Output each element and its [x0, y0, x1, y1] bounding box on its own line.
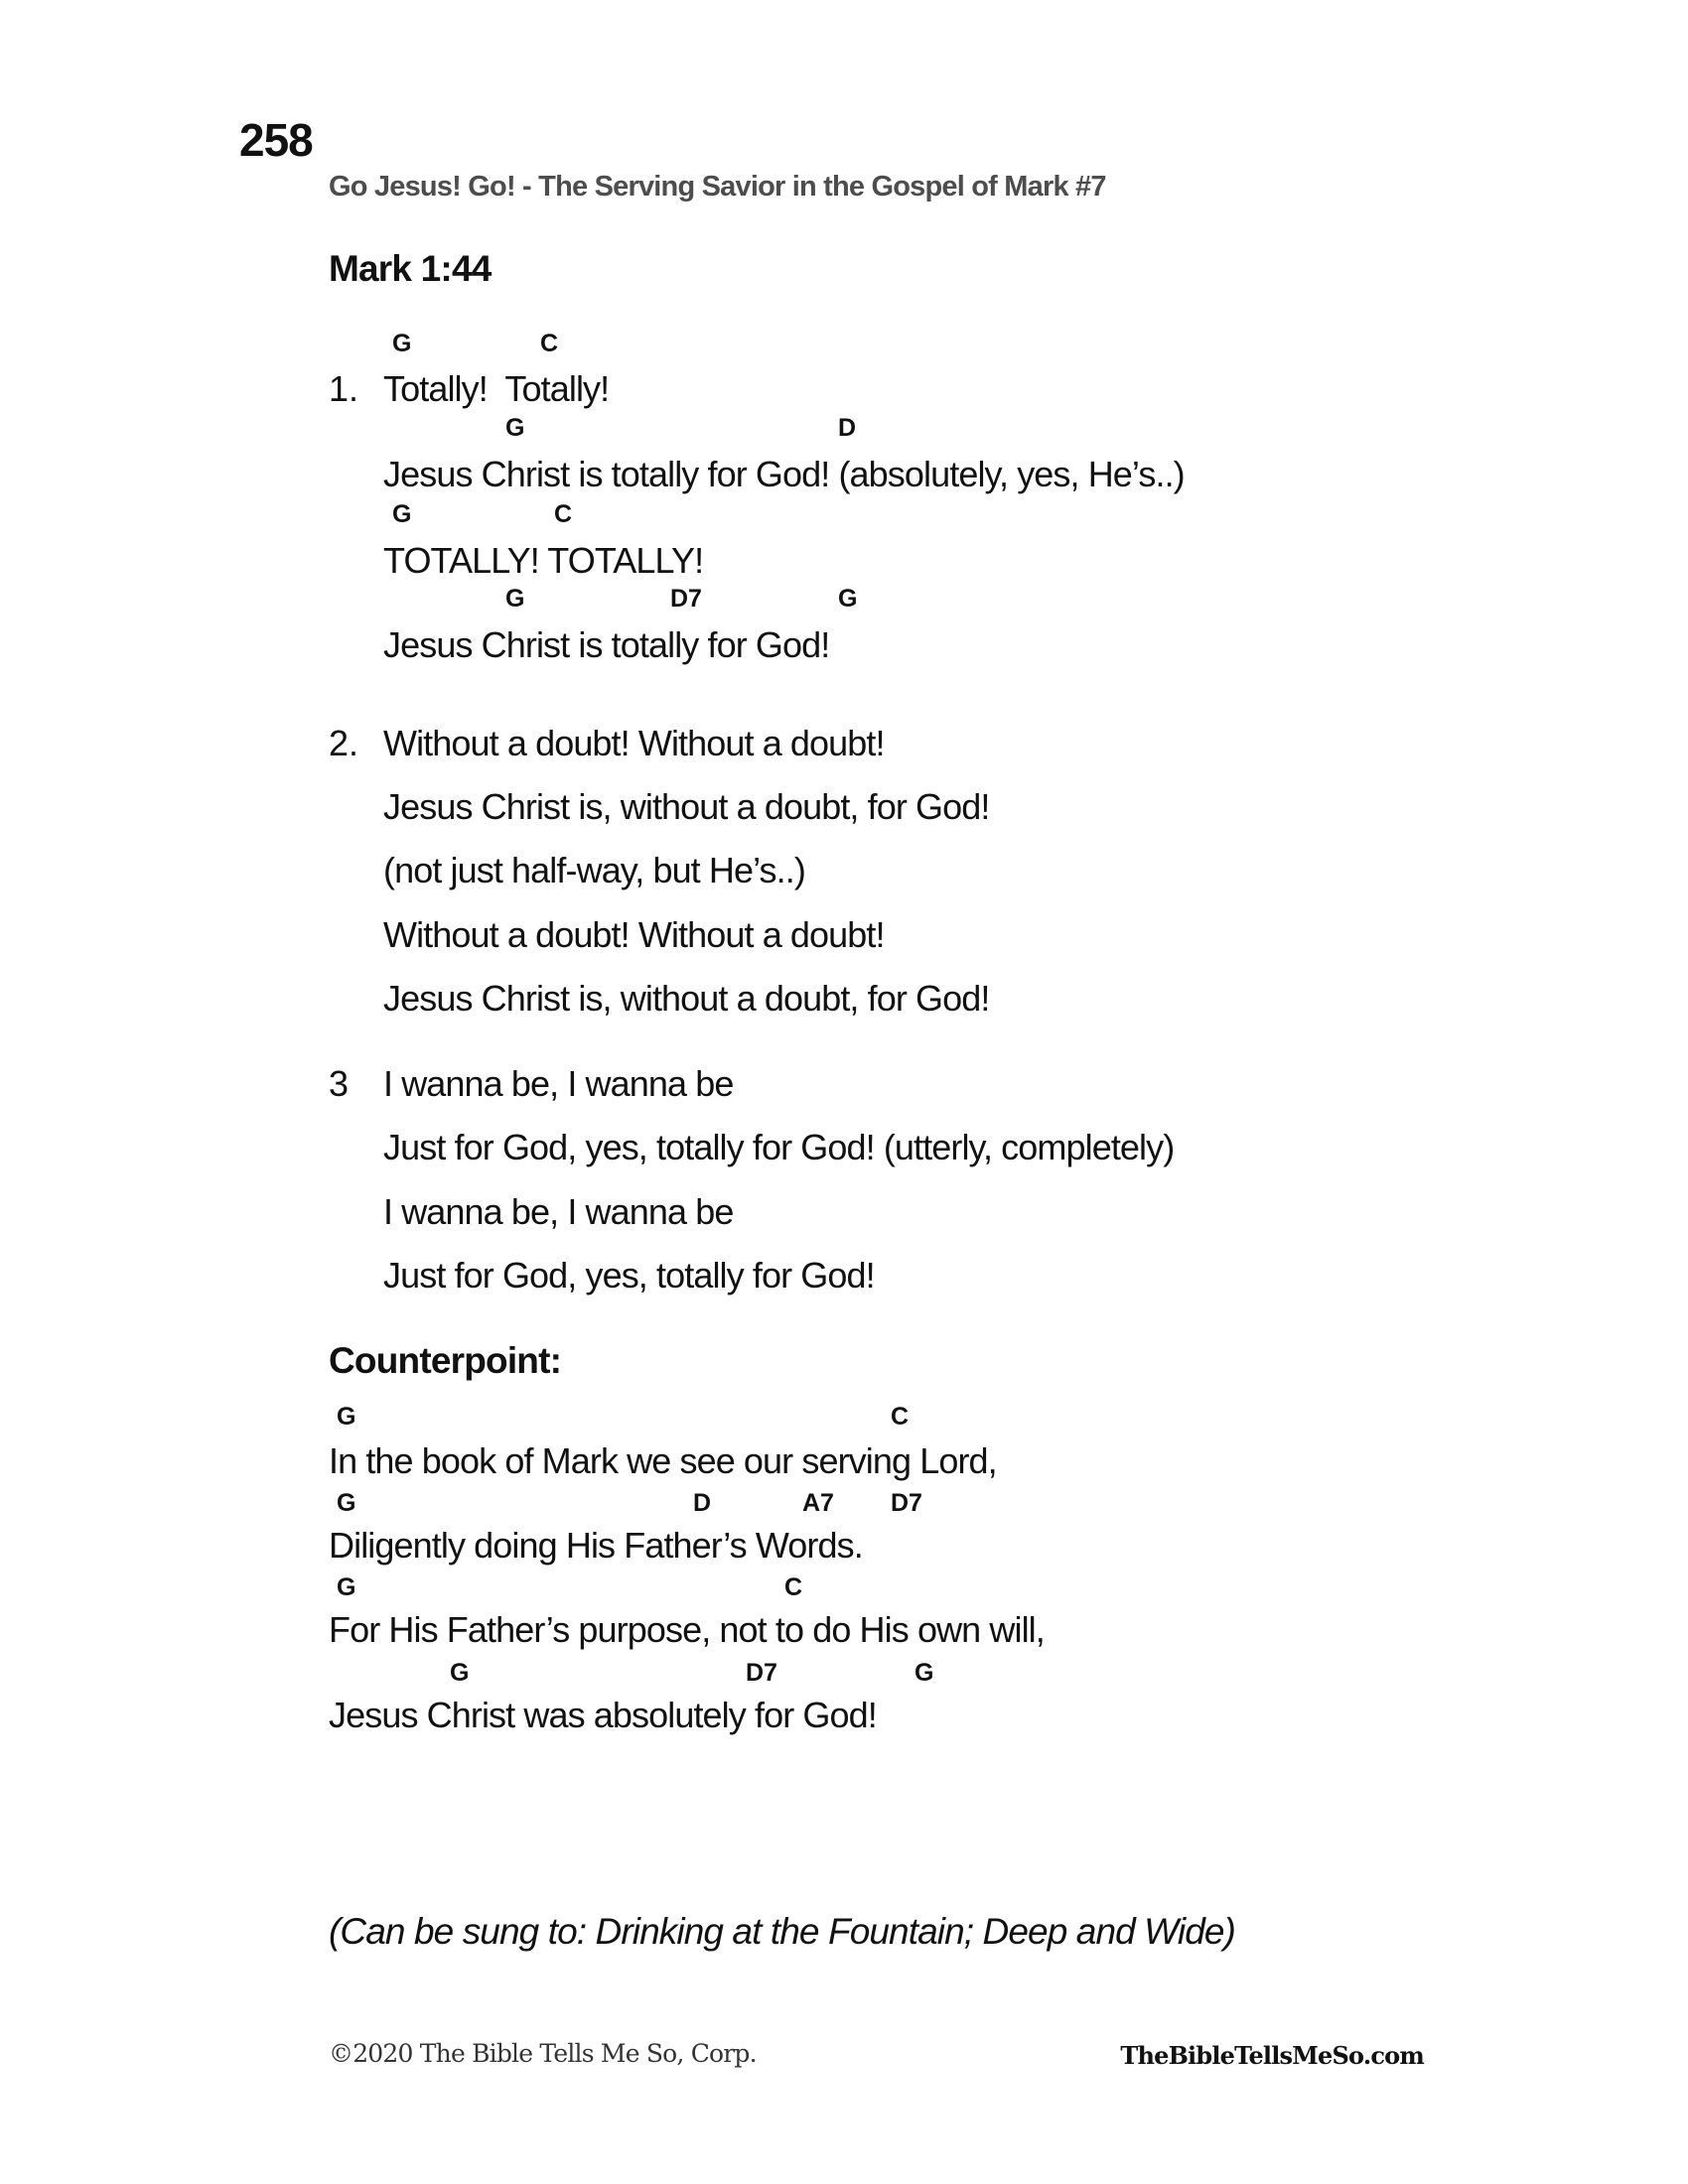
- counterpoint-heading: Counterpoint:: [329, 1340, 562, 1381]
- chord: C: [784, 1573, 803, 1601]
- verse-number: 1.: [329, 368, 359, 409]
- copyright: ©2020 The Bible Tells Me So, Corp.: [329, 2039, 757, 2068]
- chord: G: [450, 1659, 470, 1687]
- website-link[interactable]: TheBibleTellsMeSo.com: [1120, 2041, 1424, 2070]
- chord: G: [392, 500, 412, 528]
- chord: G: [337, 1573, 356, 1601]
- chord: G: [337, 1489, 356, 1517]
- chord: C: [891, 1403, 910, 1431]
- lyric-line: I wanna be, I wanna be: [383, 1191, 734, 1232]
- chord: D7: [670, 585, 702, 613]
- verse-number: 3: [329, 1063, 350, 1104]
- page-number: 258: [239, 114, 313, 166]
- lyric-line: (not just half-way, but He’s..): [383, 850, 805, 890]
- counterpoint-line: Jesus Christ was absolutely for God!: [329, 1695, 877, 1735]
- chord: G: [337, 1403, 356, 1431]
- verse-number: 2.: [329, 723, 359, 763]
- chord: D: [693, 1489, 712, 1517]
- lyric-line: Without a doubt! Without a doubt!: [383, 723, 885, 763]
- chord: G: [392, 330, 412, 357]
- counterpoint-line: In the book of Mark we see our serving Lord,: [329, 1440, 997, 1481]
- lyric-line: Just for God, yes, totally for God!: [383, 1255, 875, 1296]
- chord: G: [505, 414, 525, 442]
- counterpoint-line: For His Father’s purpose, not to do His own will,: [329, 1609, 1045, 1650]
- chord: C: [554, 500, 573, 528]
- lyric-line: Jesus Christ is totally for God!: [383, 624, 830, 665]
- counterpoint-line: Diligently doing His Father’s Words.: [329, 1525, 863, 1566]
- chord: G: [838, 585, 858, 613]
- lyric-line: Totally! Totally!: [383, 368, 610, 409]
- lyric-line: Jesus Christ is, without a doubt, for God!: [383, 978, 990, 1019]
- chord: D: [838, 414, 857, 442]
- lyric-line: Jesus Christ is totally for God! (absolutely, yes, He’s..): [383, 454, 1185, 494]
- tune-note: (Can be sung to: Drinking at the Fountain; Deep and Wide): [329, 1911, 1235, 1952]
- lyric-line: Without a doubt! Without a doubt!: [383, 914, 885, 955]
- lyric-line: Jesus Christ is, without a doubt, for God!: [383, 786, 990, 827]
- scripture-reference: Mark 1:44: [329, 248, 492, 289]
- chord: D7: [891, 1489, 922, 1517]
- chord: C: [540, 330, 559, 357]
- lyric-line: Just for God, yes, totally for God! (utterly, completely): [383, 1127, 1175, 1167]
- chord: A7: [802, 1489, 834, 1517]
- chord: D7: [746, 1659, 777, 1687]
- lyric-line: I wanna be, I wanna be: [383, 1063, 734, 1104]
- lyric-line: TOTALLY! TOTALLY!: [383, 540, 704, 581]
- song-title: Go Jesus! Go! - The Serving Savior in the Gospel of Mark #7: [329, 171, 1106, 203]
- chord: G: [505, 585, 525, 613]
- chord: G: [914, 1659, 934, 1687]
